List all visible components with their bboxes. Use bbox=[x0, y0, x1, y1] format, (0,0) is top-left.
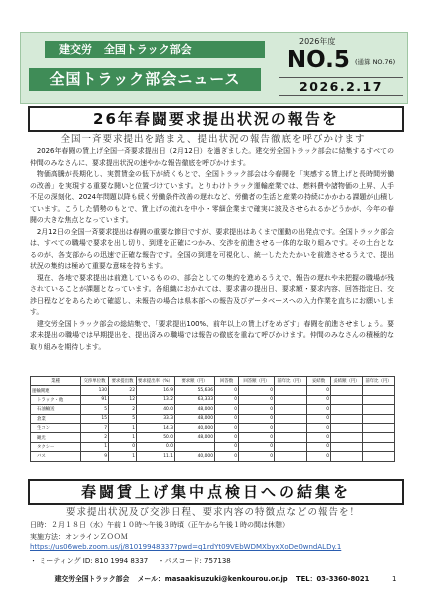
table-header-cell: 前年比（円） bbox=[275, 377, 307, 386]
table-cell: 倉業 bbox=[31, 414, 81, 423]
table-row bbox=[31, 395, 395, 404]
footer-email-group bbox=[138, 575, 288, 583]
table-cell: 48,000 bbox=[175, 405, 215, 414]
status-table-wrap bbox=[30, 376, 394, 462]
table-cell bbox=[363, 423, 395, 432]
table-cell: 40.0 bbox=[137, 405, 175, 414]
table-cell: 0 bbox=[215, 452, 239, 461]
table-cell bbox=[275, 452, 307, 461]
event-method: 実施方法：オンラインＺＯＯＭ bbox=[30, 533, 128, 541]
table-cell: 0 bbox=[307, 414, 331, 423]
table-cell: 22 bbox=[109, 386, 137, 395]
table-cell: 0 bbox=[307, 423, 331, 432]
table-cell bbox=[275, 423, 307, 432]
table-cell: 33.3 bbox=[137, 414, 175, 423]
footer-publisher: 建交労全国トラック部会 bbox=[54, 575, 130, 583]
table-cell: 0 bbox=[215, 395, 239, 404]
table-cell: 12 bbox=[109, 395, 137, 404]
table-cell: 0 bbox=[307, 452, 331, 461]
table-cell: 0 bbox=[239, 433, 275, 442]
table-cell: 1 bbox=[109, 423, 137, 432]
table-header-row bbox=[31, 377, 395, 386]
article2-headline: 春闘賃上げ集中点検日への結集を bbox=[28, 479, 404, 505]
table-row bbox=[31, 386, 395, 395]
table-header-cell: 要求額（円） bbox=[175, 377, 215, 386]
table-cell bbox=[363, 414, 395, 423]
table-row bbox=[31, 452, 395, 461]
table-cell: 9 bbox=[81, 452, 109, 461]
table-header-cell: 妥結数 bbox=[307, 377, 331, 386]
table-cell: 石油輸送 bbox=[31, 405, 81, 414]
table-cell bbox=[331, 423, 363, 432]
table-cell: 2 bbox=[81, 433, 109, 442]
table-cell: タクシー bbox=[31, 442, 81, 451]
table-cell: 0 bbox=[215, 405, 239, 414]
table-cell: 13.2 bbox=[137, 395, 175, 404]
table-cell: 0 bbox=[307, 395, 331, 404]
table-cell: 生コン bbox=[31, 423, 81, 432]
table-row bbox=[31, 433, 395, 442]
table-header-cell: 妥結額（円） bbox=[331, 377, 363, 386]
table-cell bbox=[275, 395, 307, 404]
table-header-cell: 要求提出率（%） bbox=[137, 377, 175, 386]
table-row bbox=[31, 414, 395, 423]
meeting-credentials: ・ ミーティング ID: 810 1994 8337 ・パスコード: 757138 bbox=[30, 557, 231, 565]
issue-row bbox=[279, 47, 403, 73]
table-cell: 1 bbox=[81, 442, 109, 451]
table-cell: 0 bbox=[215, 442, 239, 451]
table-cell: 0 bbox=[215, 423, 239, 432]
table-cell bbox=[275, 386, 307, 395]
org-name: 建交労 bbox=[59, 43, 92, 56]
article1-subhead: 全国一斉要求提出を踏まえ、提出状況の報告徹底を呼びかけます bbox=[60, 134, 366, 145]
table-cell bbox=[363, 433, 395, 442]
article1-body bbox=[30, 146, 394, 353]
table-cell bbox=[331, 405, 363, 414]
table-header-cell: 業種 bbox=[31, 377, 81, 386]
table-cell: 63,333 bbox=[175, 395, 215, 404]
table-cell: 0 bbox=[307, 386, 331, 395]
table-cell bbox=[275, 414, 307, 423]
issue-info bbox=[279, 37, 403, 99]
table-cell bbox=[363, 386, 395, 395]
table-cell bbox=[331, 414, 363, 423]
table-cell: 55,636 bbox=[175, 386, 215, 395]
newsletter-header bbox=[20, 32, 408, 104]
table-cell: 2 bbox=[109, 405, 137, 414]
table-header-cell: 要求提出数 bbox=[109, 377, 137, 386]
table-cell: 0 bbox=[239, 452, 275, 461]
table-cell bbox=[331, 452, 363, 461]
table-cell: 0 bbox=[307, 442, 331, 451]
zoom-link-row bbox=[30, 543, 394, 551]
footer bbox=[0, 573, 424, 583]
table-cell: 0 bbox=[239, 405, 275, 414]
table-cell bbox=[275, 433, 307, 442]
table-cell: 0.0 bbox=[137, 442, 175, 451]
footer-tel: TEL：03-3360-8021 bbox=[296, 575, 370, 583]
table-cell: 40,000 bbox=[175, 423, 215, 432]
table-cell: バス bbox=[31, 452, 81, 461]
table-cell: 50.0 bbox=[137, 433, 175, 442]
table-cell bbox=[331, 433, 363, 442]
table-cell: 0 bbox=[239, 386, 275, 395]
table-cell: 5 bbox=[109, 414, 137, 423]
table-cell: 16.9 bbox=[137, 386, 175, 395]
table-cell: 0 bbox=[239, 423, 275, 432]
table-row bbox=[31, 442, 395, 451]
footer-email[interactable]: masaakisuzuki@kenkourou.or.jp bbox=[164, 575, 288, 583]
table-cell bbox=[363, 452, 395, 461]
table-cell: 11.1 bbox=[137, 452, 175, 461]
table-cell: 0 bbox=[239, 442, 275, 451]
issue-total: (通算 NO.76) bbox=[354, 58, 396, 66]
newsletter-title: 全国トラック部会ニュース bbox=[29, 68, 261, 91]
article1-paragraph: 2026年春闘の賃上げ全国一斉要求提出日（2月12日）を過ぎました。建交労全国トラック部会に結集するすべての仲間のみなさんに、要求提出状況の速やかな報告徹底を呼びかけます。 bbox=[30, 147, 394, 167]
table-cell: 0 bbox=[307, 433, 331, 442]
table-cell bbox=[275, 405, 307, 414]
footer-email-label: メール： bbox=[137, 575, 165, 583]
article1-paragraph: 現在、各地で要求提出は前進しているものの、部会としての集約を進めるうえで、報告の遅れや未把握の職場が残されていることが課題となっています。各組織におかれては、要求書の提出日、要求額・要求内容、回答指定日、交渉日程などをあらためて確認し、未報告の場合は県本部への報告及びデータベースへの入力作業を直ちにお願いします。 bbox=[30, 273, 394, 316]
table-cell: 130 bbox=[81, 386, 109, 395]
dept-name: 全国トラック部会 bbox=[103, 43, 192, 56]
table-header-cell: 交渉単位数 bbox=[81, 377, 109, 386]
table-cell bbox=[363, 442, 395, 451]
table-cell: 運輸関連 bbox=[31, 386, 81, 395]
table-row bbox=[31, 423, 395, 432]
table-cell: 48,000 bbox=[175, 433, 215, 442]
table-body bbox=[31, 386, 395, 461]
table-cell: 48,000 bbox=[175, 414, 215, 423]
table-cell bbox=[363, 405, 395, 414]
page-number: 1 bbox=[392, 575, 397, 583]
article1-headline: 26年春闘要求提出状況の報告を bbox=[28, 106, 404, 132]
table-cell: 0 bbox=[239, 395, 275, 404]
table-header-cell: 回答数 bbox=[215, 377, 239, 386]
article1-paragraph: 2月12日の全国一斉要求提出は春闘の重要な節目ですが、要求提出はあくまで運動の出発点です。全国トラック部会は、すべての職場で要求を出し切り、到達を正確につかみ、交渉を前進させる一体的な取り組みです。その土台となるのが、各支部からの迅速で正確な報告です。全国の到達を可視化し、統一したたたかいを前進させるうえで、提出状況の集約は極めて重要な意味を持ちます。 bbox=[30, 227, 394, 270]
table-cell: 5 bbox=[81, 405, 109, 414]
article1-paragraph: 建交労全国トラック部会の総結集で、「要求提出100%、前年以上の賃上げをめざす」春闘を前進させましょう。要求未提出の職場では早期提出を、提出済みの職場では報告の徹底を重ねて呼びかけます。仲間のみなさんの積極的な取り組みを期待します。 bbox=[30, 319, 394, 351]
event-date: 日時：２月１８日（水）午前１０時〜午後３時頃（正午から午後１時の間は休憩） bbox=[30, 521, 289, 529]
table-cell: 0 bbox=[307, 405, 331, 414]
table-cell: 14.3 bbox=[137, 423, 175, 432]
table-cell: 91 bbox=[81, 395, 109, 404]
table-cell: トラック・他 bbox=[31, 395, 81, 404]
table-cell: 0 bbox=[215, 433, 239, 442]
table-cell: 0 bbox=[239, 414, 275, 423]
zoom-link[interactable]: https://us06web.zoom.us/j/81019948337?pwd=q1rdYt09VEbWDMXbyxXoDe0wndALDy.1 bbox=[30, 543, 342, 551]
table-row bbox=[31, 405, 395, 414]
issue-number: NO.5 bbox=[286, 47, 350, 73]
table-cell: 15 bbox=[81, 414, 109, 423]
table-cell: 0 bbox=[215, 386, 239, 395]
table-cell: 40,000 bbox=[175, 452, 215, 461]
article2-subhead: 要求提出状況及び交渉日程、要求内容の特徴点などの報告を！ bbox=[65, 507, 360, 518]
fiscal-year: 2026年度 bbox=[299, 37, 336, 46]
org-banner bbox=[45, 41, 265, 58]
table-cell bbox=[331, 442, 363, 451]
table-header-cell: 前年比（円） bbox=[363, 377, 395, 386]
issue-date: 2026.2.17 bbox=[279, 77, 403, 96]
table-cell: 7 bbox=[81, 423, 109, 432]
table-cell bbox=[363, 395, 395, 404]
table-cell: 0 bbox=[215, 414, 239, 423]
table-cell: 0 bbox=[109, 442, 137, 451]
table-header-cell: 回答額（円） bbox=[239, 377, 275, 386]
table-cell bbox=[331, 386, 363, 395]
table-cell bbox=[275, 442, 307, 451]
table-cell: 1 bbox=[109, 452, 137, 461]
table-cell: 1 bbox=[109, 433, 137, 442]
table-cell: 観光 bbox=[31, 433, 81, 442]
status-table bbox=[30, 376, 395, 462]
table-cell bbox=[331, 395, 363, 404]
article1-paragraph: 物価高騰が長期化し、実質賃金の低下が続くもとで、全国トラック部会は今春闘を「実感する賃上げと長時間労働の改善」を実現する重要な闘いと位置づけています。とりわけトラック運輸産業では、燃料費や諸物価の上昇、人手不足の深刻化、2024年問題以降も続く労働条件改善の遅れなど、労働者の生活と産業の持続にかかわる課題が山積しています。こうした情勢のもとで、賃上げの流れを中小・零細企業まで確実に波及させられるかどうかが、今年の春闘の大きな焦点となっています。 bbox=[30, 170, 394, 224]
table-cell bbox=[175, 442, 215, 451]
